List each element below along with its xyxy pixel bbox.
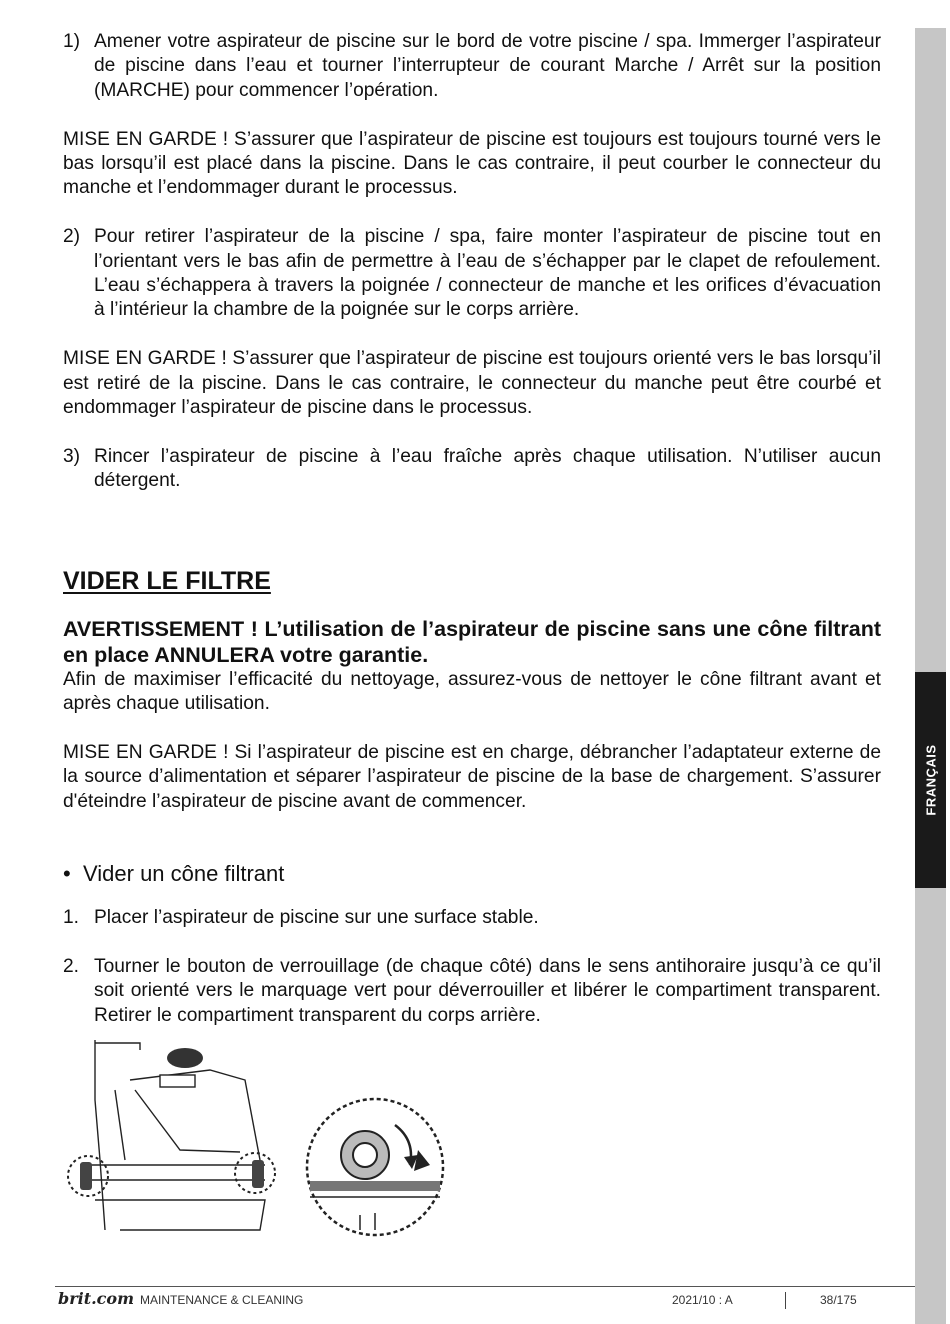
step-number: 1. xyxy=(63,907,80,929)
caution-paragraph: MISE EN GARDE ! Si l’aspirateur de piscine est en charge, débrancher l’adaptateur externe de la source d’alimentation et séparer l’aspirateur de piscine de la base de chargement. S’assurer d'éteindre l’aspirateur de piscine avant de commencer. xyxy=(63,741,881,812)
step-item xyxy=(63,955,881,1028)
caution-paragraph: MISE EN GARDE ! S’assurer que l’aspirateur de piscine est toujours orienté vers le bas lorsqu’il est retiré de la piscine. Dans le cas contraire, le connecteur du manche peut être courbé et endommager l’aspirateur de piscine dans le processus. xyxy=(63,348,881,419)
footer-separator xyxy=(785,1292,786,1309)
step-number: 2) xyxy=(63,226,81,248)
footer-section: MAINTENANCE & CLEANING xyxy=(140,1293,304,1307)
step-item xyxy=(63,225,881,323)
step-number: 3) xyxy=(63,445,81,467)
section-title: VIDER LE FILTRE xyxy=(63,566,271,595)
intro-paragraph: Afin de maximiser l’efficacité du nettoyage, assurez-vous de nettoyer le cône filtrant avant et après chaque utilisation. xyxy=(63,668,881,715)
caution-paragraph: MISE EN GARDE ! S’assurer que l’aspirateur de piscine est toujours est toujours tourné vers le bas lorsqu’il est placé dans la piscine. Dans le cas contraire, il peut courber le connecteur du manche et l’endommager durant le processus. xyxy=(63,128,881,199)
bullet-icon: • xyxy=(63,861,71,887)
language-tab[interactable] xyxy=(915,672,946,888)
step-text: Placer l’aspirateur de piscine sur une surface stable. xyxy=(94,907,539,929)
lock-knob-closeup xyxy=(300,1095,450,1240)
subheading xyxy=(63,860,881,888)
footer-rule xyxy=(55,1286,915,1287)
brand-logo: brit.com xyxy=(58,1289,134,1308)
step-item xyxy=(63,906,881,930)
vacuum-diagram xyxy=(60,1040,280,1240)
page-content xyxy=(63,30,881,1028)
step-text: Pour retirer l’aspirateur de la piscine / spa, faire monter l’aspirateur de piscine tout en l’orientant vers le bas afin de permettre à l’eau de s’échapper par le clapet de refoulement. L’eau s’échappera à travers la poignée / connecteur de manche et les orifices d’évacuation à l’intérieur la chambre de la poignée sur le corps arrière. xyxy=(94,226,881,321)
warranty-warning: AVERTISSEMENT ! L’utilisation de l’aspirateur de piscine sans une cône filtrant en place ANNULERA votre garantie. xyxy=(63,616,881,667)
footer-version: 2021/10 : A xyxy=(672,1293,733,1307)
step-number: 1) xyxy=(63,31,81,52)
page-number: 38/175 xyxy=(820,1293,857,1307)
step-item xyxy=(63,30,881,103)
step-text: Rincer l’aspirateur de piscine à l’eau fraîche après chaque utilisation. N’utiliser aucun détergent. xyxy=(94,445,881,492)
step-number: 2. xyxy=(63,955,80,977)
step-item xyxy=(63,445,881,494)
language-tab-label: FRANÇAIS xyxy=(923,744,938,816)
step-text: Amener votre aspirateur de piscine sur le bord de votre piscine / spa. Immerger l’aspirateur de piscine dans l’eau et tourner l’interrupteur de courant Marche / Arrêt sur la position (MARCHE) pour commencer l’opération. xyxy=(94,31,881,101)
subheading-text: Vider un cône filtrant xyxy=(83,861,285,887)
step-text: Tourner le bouton de verrouillage (de chaque côté) dans le sens antihoraire jusqu’à ce qu’il soit orienté vers le marquage vert pour déverrouiller et libérer le compartiment transparent. Retirer le compartiment transparent du corps arrière. xyxy=(94,955,881,1026)
